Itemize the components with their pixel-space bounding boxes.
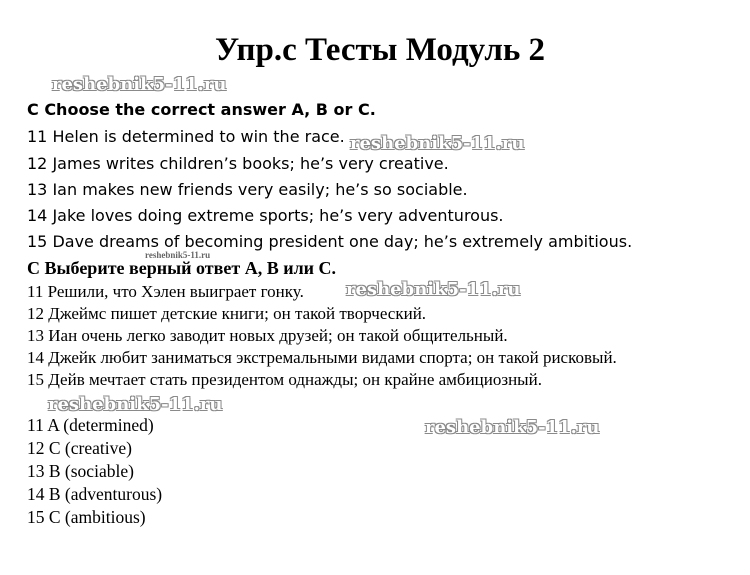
watermark: reshebnik5-11.ru [350, 133, 525, 154]
answer-item: 14 B (adventurous) [27, 484, 163, 504]
english-item: 13 Ian makes new friends very easily; he’s so sociable. [27, 180, 468, 199]
russian-item: 13 Иан очень легко заводит новых друзей; он такой общительный. [27, 326, 508, 345]
english-item: 12 James writes children’s books; he’s very creative. [27, 154, 449, 173]
russian-item: 12 Джеймс пишет детские книги; он такой творческий. [27, 304, 427, 323]
watermark: reshebnik5-11.ru [346, 279, 521, 300]
watermark: reshebnik5-11.ru [52, 74, 227, 95]
answer-item: 15 C (ambitious) [27, 507, 146, 527]
russian-item: 14 Джейк любит заниматься экстремальными видами спорта; он такой рисковый. [27, 348, 617, 367]
page-title: Упр.с Тесты Модуль 2 [215, 32, 546, 68]
answer-item: 11 A (determined) [27, 415, 154, 435]
english-item: 11 Helen is determined to win the race. [27, 127, 345, 146]
english-item: 15 Dave dreams of becoming president one day; he’s extremely ambitious. [27, 232, 633, 251]
russian-heading: С Выберите верный ответ А, В или С. [27, 258, 337, 278]
watermark: reshebnik5-11.ru [145, 250, 211, 260]
english-item: 14 Jake loves doing extreme sports; he’s very adventurous. [27, 206, 504, 225]
watermark: reshebnik5-11.ru [425, 417, 600, 438]
english-heading: C Choose the correct answer A, B or C. [27, 100, 376, 119]
watermark: reshebnik5-11.ru [48, 394, 223, 415]
russian-item: 11 Решили, что Хэлен выиграет гонку. [27, 282, 304, 301]
answer-item: 13 B (sociable) [27, 461, 134, 481]
answer-item: 12 C (creative) [27, 438, 132, 458]
russian-item: 15 Дейв мечтает стать президентом однажды; он крайне амбициозный. [27, 370, 542, 389]
